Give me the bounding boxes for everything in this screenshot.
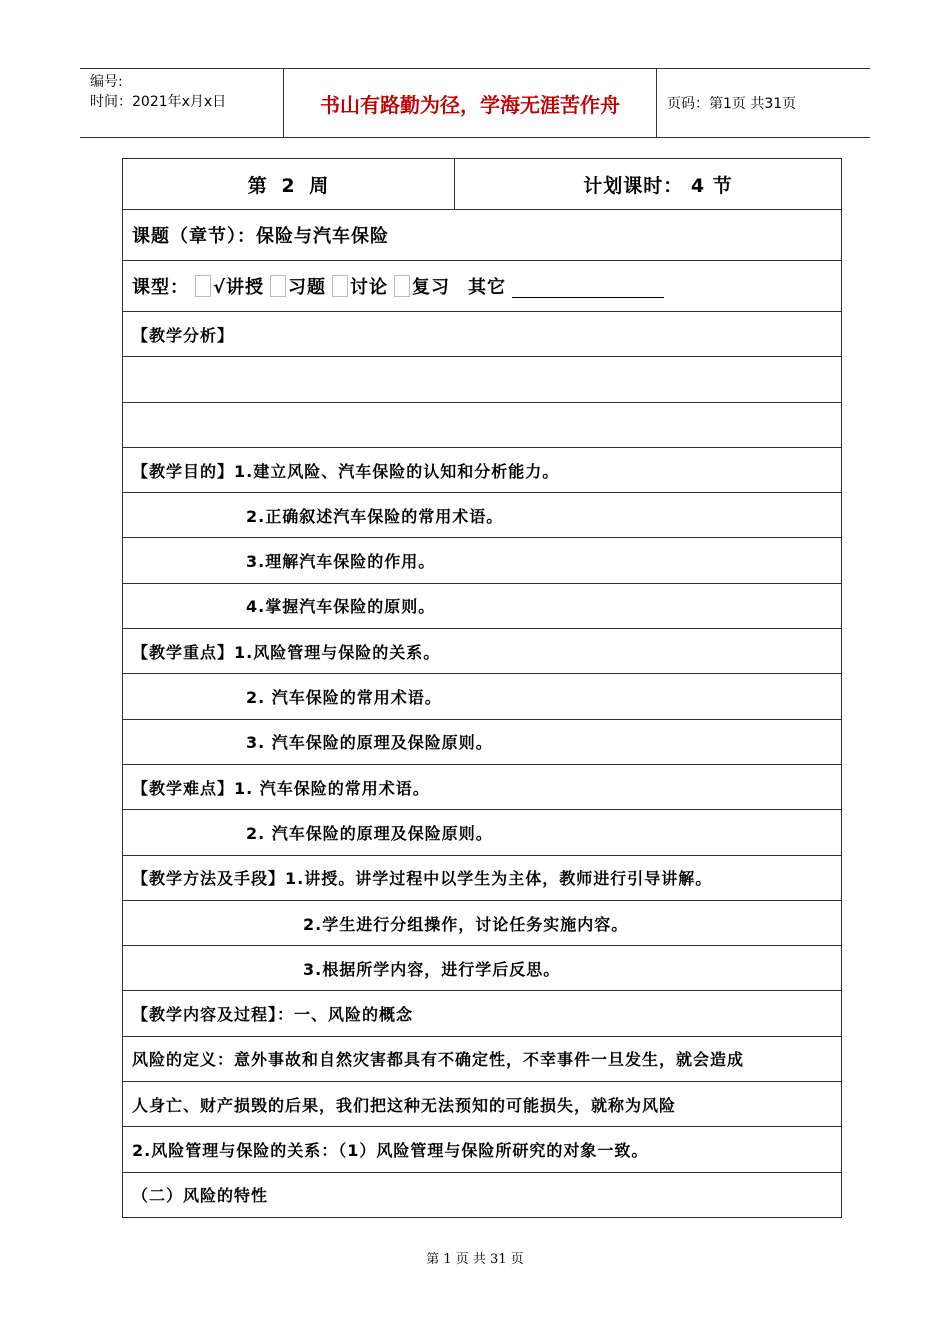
key-point-row: 3. 汽车保险的原理及保险原则。 <box>123 720 841 765</box>
header-meta <box>80 69 283 137</box>
content-row: （二）风险的特性 <box>123 1173 841 1218</box>
number-label: 编号: <box>90 74 123 90</box>
type-option-discussion: 讨论 <box>350 277 389 298</box>
other-blank-line <box>512 275 664 298</box>
week-cell: 第 2 周 <box>123 159 455 209</box>
empty-row <box>123 403 841 448</box>
type-option-lecture: √讲授 <box>213 277 265 298</box>
objective-row: 4.掌握汽车保险的原则。 <box>123 584 841 629</box>
method-row: 3.根据所学内容，进行学后反思。 <box>123 946 841 991</box>
type-option-other: 其它 <box>468 277 507 298</box>
content-row: 人身亡、财产损毁的后果，我们把这种无法预知的可能损失，就称为风险 <box>123 1082 841 1127</box>
method-row: 2.学生进行分组操作，讨论任务实施内容。 <box>123 901 841 946</box>
type-option-exercise: 习题 <box>288 277 327 298</box>
method-row: 【教学方法及手段】1.讲授。讲学过程中以学生为主体，教师进行引导讲解。 <box>123 856 841 901</box>
checkbox-discussion[interactable] <box>332 275 348 297</box>
lesson-plan-table <box>122 158 842 1218</box>
key-point-row: 2. 汽车保险的常用术语。 <box>123 674 841 719</box>
content-row: 2.风险管理与保险的关系：（1）风险管理与保险所研究的对象一致。 <box>123 1127 841 1172</box>
objective-row: 【教学目的】1.建立风险、汽车保险的认知和分析能力。 <box>123 448 841 493</box>
motto: 书山有路勤为径，学海无涯苦作舟 <box>283 69 657 137</box>
objective-row: 2.正确叙述汽车保险的常用术语。 <box>123 493 841 538</box>
page-header <box>80 68 870 138</box>
objective-row: 3.理解汽车保险的作用。 <box>123 538 841 583</box>
planned-hours-cell: 计划课时： 4 节 <box>583 174 733 197</box>
difficulty-row: 【教学难点】1. 汽车保险的常用术语。 <box>123 765 841 810</box>
topic-row: 课题（章节）：保险与汽车保险 <box>123 210 841 261</box>
date-label: 时间：2021年x月x日 <box>90 94 227 110</box>
page-footer: 第 1 页 共 31 页 <box>426 1252 524 1267</box>
content-row: 【教学内容及过程】：一、风险的概念 <box>123 991 841 1036</box>
lesson-type-label: 课型： <box>132 277 189 298</box>
content-row: 风险的定义：意外事故和自然灾害都具有不确定性，不幸事件一旦发生，就会造成 <box>123 1037 841 1082</box>
empty-row <box>123 357 841 402</box>
week-row <box>123 159 841 210</box>
type-option-review: 复习 <box>412 277 451 298</box>
checkbox-lecture[interactable] <box>195 275 211 297</box>
lesson-type-row <box>123 261 841 312</box>
page-info: 页码：第1页 共31页 <box>667 96 797 112</box>
checkbox-review[interactable] <box>394 275 410 297</box>
difficulty-row: 2. 汽车保险的原理及保险原则。 <box>123 810 841 855</box>
key-point-row: 【教学重点】1.风险管理与保险的关系。 <box>123 629 841 674</box>
checkbox-exercise[interactable] <box>270 275 286 297</box>
analysis-title-row: 【教学分析】 <box>123 312 841 357</box>
